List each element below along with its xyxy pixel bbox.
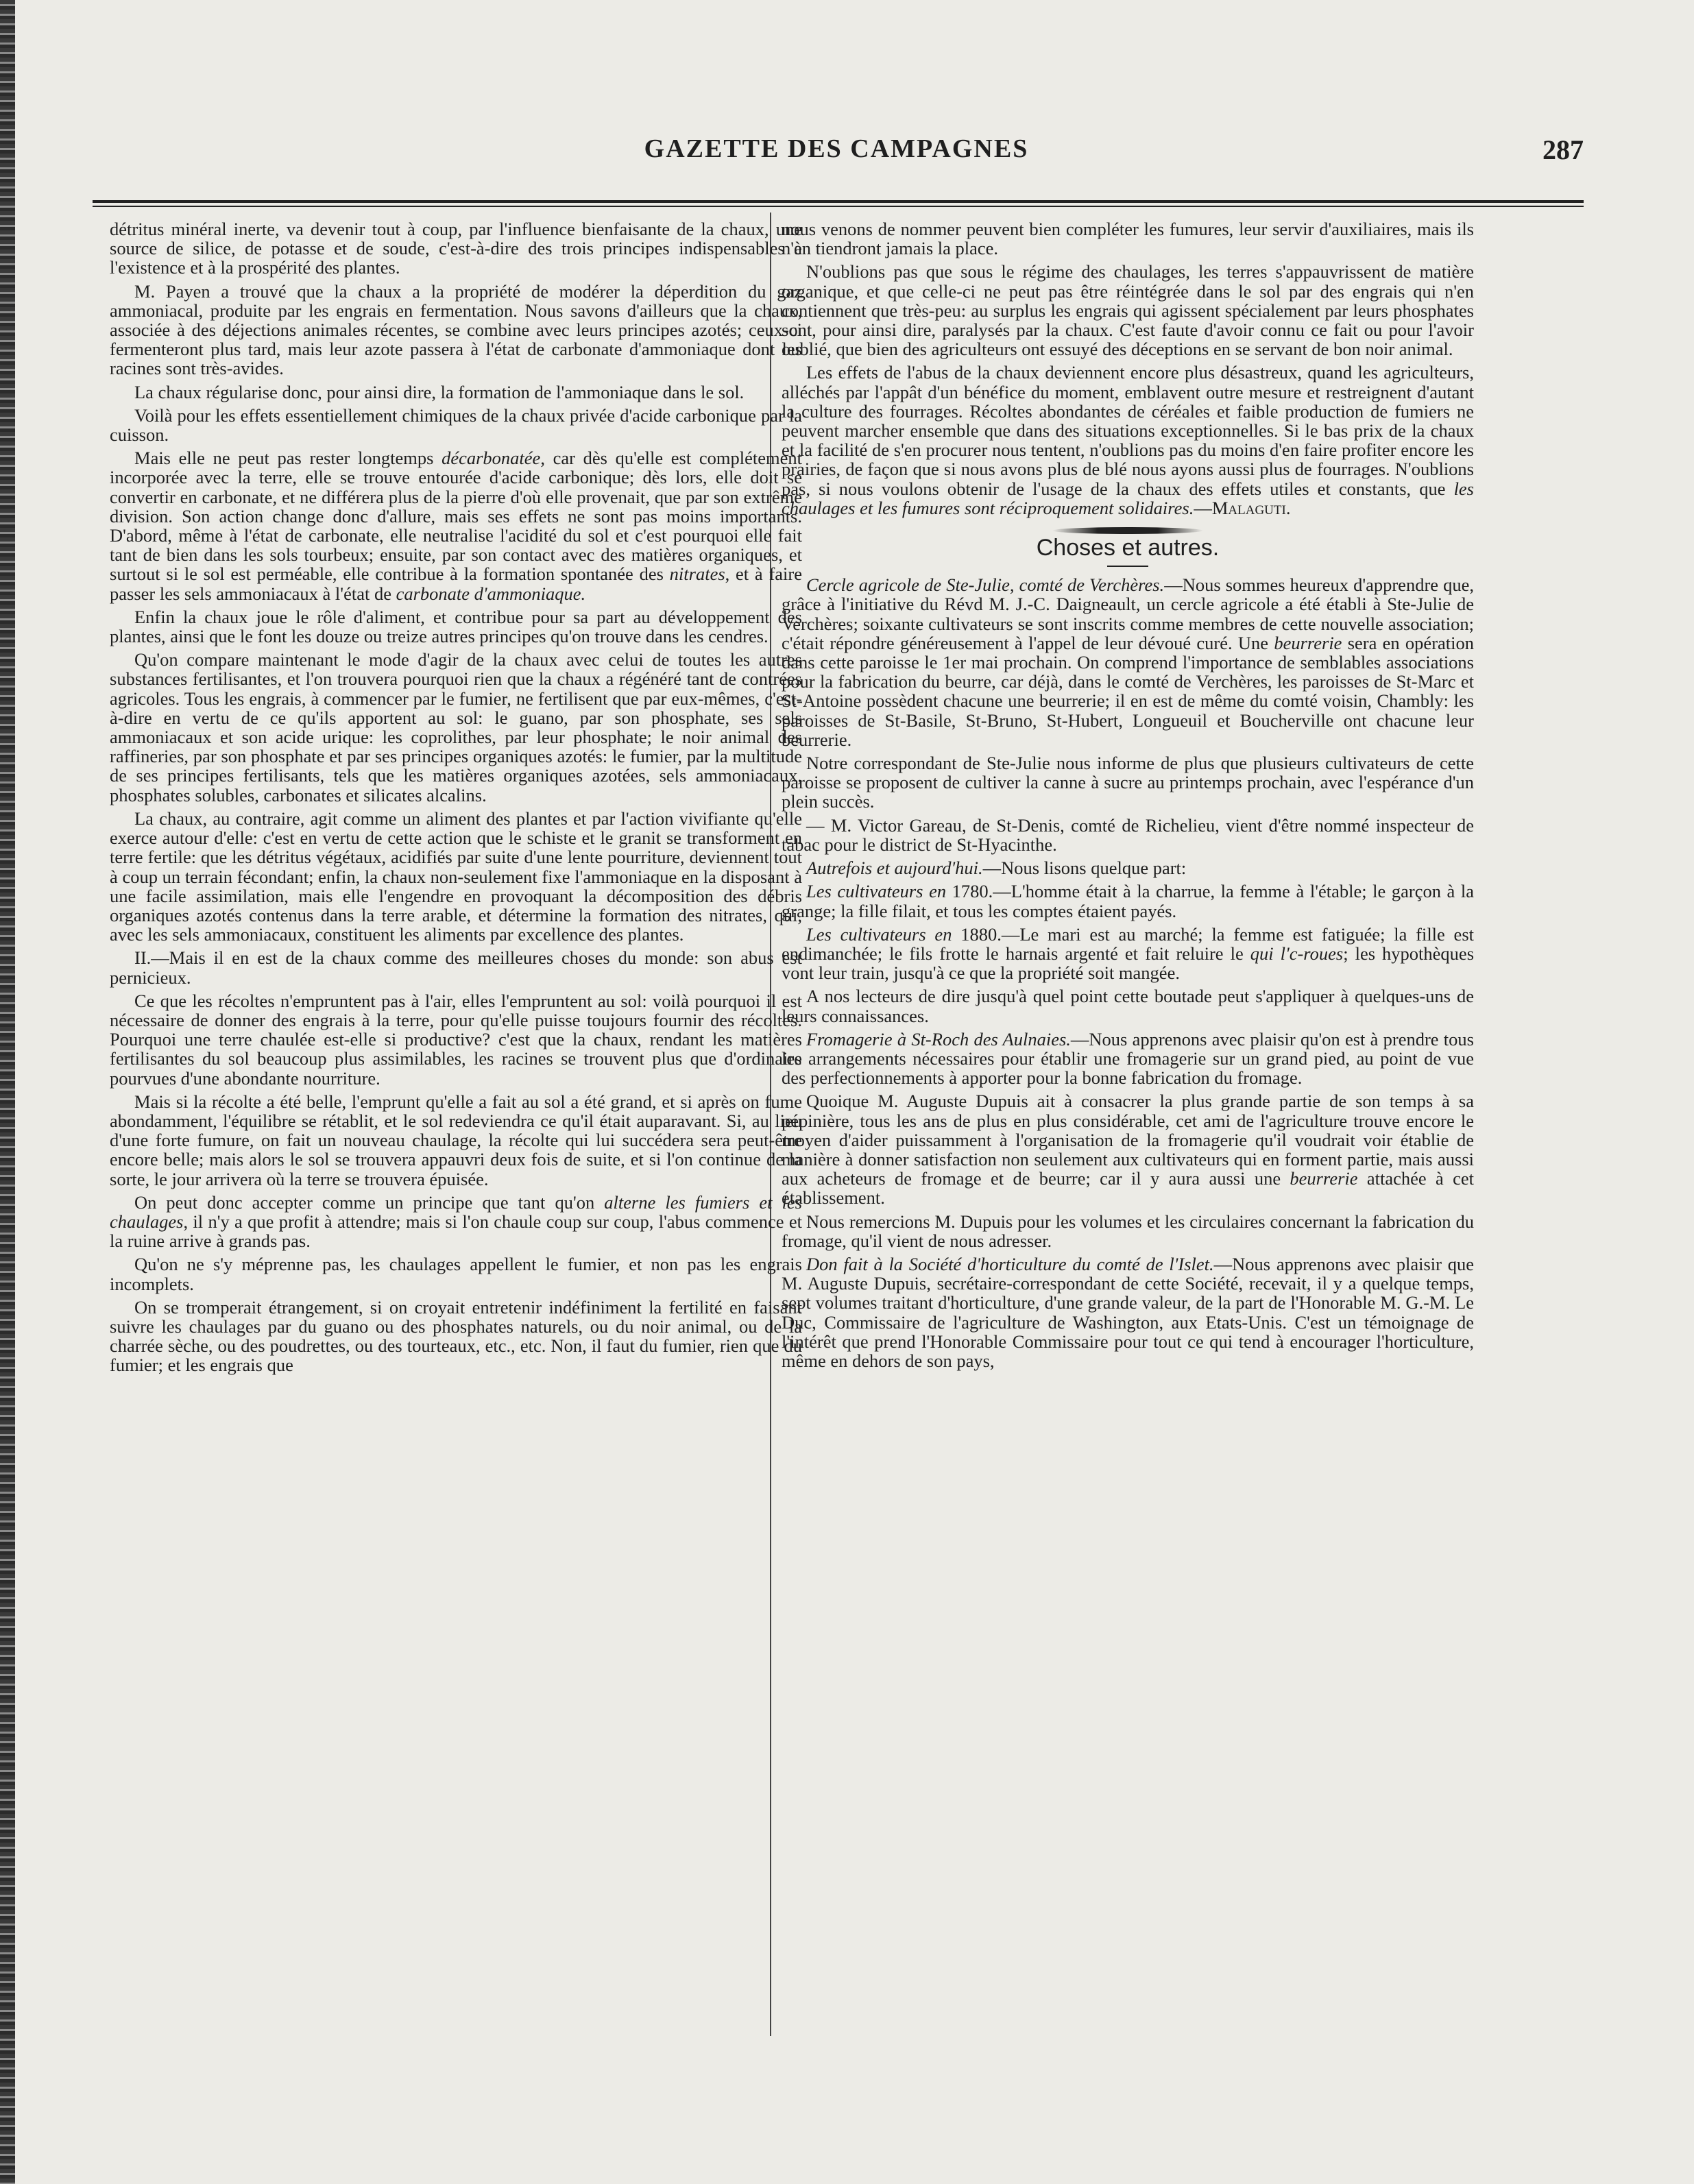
italic-run: décarbonatée: [441, 448, 541, 469]
paragraph: Notre correspondant de Ste-Julie nous informe de plus que plusieurs cultivateurs de cette paroisse se proposent de cultiver la canne à sucre au printemps prochain, avec l'espérance d'un plein succès.: [782, 753, 1474, 812]
text-run: —Nous sommes heureux d'apprendre que, grâce à l'initiative du Révd M. J.-C. Daigneault, un cercle agricole a été établi à Ste-Julie de Verchères; soixante cultivateurs se sont inscrits comme membres de cette nouvelle association; c'était répondre généreusement à l'appel de leur dévoué curé. Une: [782, 574, 1474, 653]
italic-run: Les cultivateurs en: [806, 881, 947, 902]
item-heading: Autrefois et aujourd'hui.: [806, 858, 983, 879]
paragraph: [782, 925, 1474, 983]
text-run: , car dès qu'elle est complétement incorporée avec la terre, elle se trouve entourée d'acide carbonique; dès lors, elle doit se convertir en carbonate, et ne différera plus de la pierre d'où elle provenait, que par son extrême division. Son action change donc d'allure, mais ses effets ne sont pas moins importants. D'abord, même à l'état de carbonate, elle neutralise l'acidité du sol et c'est pourquoi elle fait tant de bien dans les sols tourbeux; ensuite, par son contact avec des matières organiques, et surtout si le sol est perméable, elle contribue à la formation spontanée des: [110, 448, 802, 585]
paragraph: Qu'on ne s'y méprenne pas, les chaulages appellent le fumier, et non pas les engrais incomplets.: [110, 1254, 802, 1294]
text-run: sera en opération dans cette paroisse le 1er mai prochain. On comprend l'importance de semblables associations pour la fabrication du beurre, car déjà, dans le comté de Verchères, les paroisses de St-Marc et St-Antoine possèdent chacune une beurrerie; il en est de même du comté voisin, Chambly: les paroisses de St-Basile, St-Bruno, St-Hubert, Longueuil et Boucherville ont chacune leur beurrerie.: [782, 632, 1475, 750]
page-header: [89, 134, 1584, 175]
text-run: —Nous lisons quelque part:: [982, 858, 1187, 879]
text-run: attachée à cet établissement.: [782, 1168, 1474, 1209]
right-column: [782, 219, 1474, 1374]
section-title: Choses et autres.: [1036, 535, 1220, 561]
italic-run: Les cultivateurs en: [806, 923, 952, 945]
text-run: Les effets de l'abus de la chaux deviennent encore plus désastreux, quand les agriculteurs, alléchés par l'appât d'un bénéfice du moment, emblavent outre mesure et restreignent d'autant la culture des fourrages. Récoltes abondantes de céréales et faible production de fumiers ne peuvent marcher ensemble que dans des situations exceptionnelles. Si le bas prix de la chaux et la facilité de s'en procurer nous tentent, n'oublions pas du moins d'en faire profiter encore les prairies, de façon que si nous avons plus de blé nous ayons aussi plus de fourrages. N'oublions pas, si nous voulons obtenir de l'usage de la chaux des effets utiles et constants, que: [782, 362, 1474, 499]
paragraph: Mais si la récolte a été belle, l'emprunt qu'elle a fait au sol a été grand, et si après on fume abondamment, l'équilibre se rétablit, et le sol redeviendra ce qu'il était auparavant. Si, au lieu d'une forte fumure, on fait un nouveau chaulage, la récolte qui lui succédera sera peut-être encore belle; mais alors le sol se trouvera appauvri deux fois de suite, et si l'on continue de la sorte, le jour arrivera où la terre se trouvera épuisée.: [110, 1091, 802, 1189]
paragraph: [110, 448, 802, 603]
paragraph: On se tromperait étrangement, si on croyait entretenir indéfiniment la fertilité en faisant suivre les chaulages par du guano ou des phosphates naturels, ou du noir animal, ou de la charrée sèche, ou des poudrettes, ou des tourteaux, etc., etc. Non, il faut du fumier, rien que du fumier; et les engrais que: [110, 1296, 802, 1376]
italic-run: beurrerie: [1274, 632, 1342, 653]
paragraph: [782, 1091, 1474, 1207]
text-run: 1880.—Le mari est au marché; la femme est fatiguée; la fille est endimanchée; le fils frotte le harnais argenté et fait reluire le: [782, 923, 1474, 964]
paragraph: N'oublions pas que sous le régime des chaulages, les terres s'appauvrissent de matière organique, et que celle-ci ne peut pas être réintégrée dans le sol par des engrais qui n'en contiennent que très-peu: au surplus les engrais qui agissent spécialement par leurs phosphates sont, pour ainsi dire, paralysés par la chaux. C'est faute d'avoir connu ce fait ou pour l'avoir oublié, que bien des agriculteurs ont essuyé des déceptions en se servant de bon noir animal.: [782, 261, 1474, 360]
text-run: On peut donc accepter comme un principe que tant qu'on: [134, 1191, 605, 1213]
paragraph: Voilà pour les effets essentiellement chimiques de la chaux privée d'acide carbonique par la cuisson.: [110, 404, 802, 446]
section-flourish: [1052, 527, 1203, 534]
text-run: ; les hypothèques vont leur train, jusqu'à ce que la propriété soit mangée.: [782, 943, 1475, 984]
italic-run: nitrates: [669, 563, 725, 585]
news-item: [782, 858, 1474, 877]
item-heading: Fromagerie à St-Roch des Aulnaies.: [806, 1028, 1071, 1049]
text-run: 1780.—L'homme était à la charrue, la femme à l'étable; le garçon à la grange; la fille filait, et tous les comptes étaient payés.: [782, 881, 1475, 921]
news-item: [782, 1254, 1474, 1370]
text-run: Mais elle ne peut pas rester longtemps: [134, 448, 442, 469]
paragraph: Ce que les récoltes n'empruntent pas à l'air, elles l'empruntent au sol: voilà pourquoi il est nécessaire de donner des engrais à la terre, pour qu'elle puisse toujours fournir des récoltes. Pourquoi une terre chaulée est-elle si productive? c'est que la chaux, rendant les matières fertilisantes du sol beaucoup plus assimilables, les racines se trouvent plus que d'ordinaire pourvues d'une abondante nourriture.: [110, 990, 802, 1089]
scan-binding-edge: [0, 0, 15, 2184]
paragraph: [110, 1193, 802, 1251]
page-number: 287: [1542, 134, 1584, 165]
italic-run: beurrerie: [1290, 1168, 1358, 1189]
news-item: — M. Victor Gareau, de St-Denis, comté de Richelieu, vient d'être nommé inspecteur de tabac pour le district de St-Hyacinthe.: [782, 814, 1474, 855]
paragraph: A nos lecteurs de dire jusqu'à quel point cette boutade peut s'appliquer à quelques-uns de leurs connaissances.: [782, 986, 1474, 1026]
paragraph: Qu'on compare maintenant le mode d'agir de la chaux avec celui de toutes les autres substances fertilisantes, et l'on trouvera pourquoi rien que la chaux a régénéré tant de contrées agricoles. Tous les engrais, à commencer par le fumier, ne fertilisent que par eux-mêmes, c'est-à-dire en vertu de ce qu'ils apportent au sol: le guano, par son phosphate, ses sels ammoniacaux et son acide urique: les coprolithes, par leur phosphate; le noir animal des raffineries, par son phosphate et par ses principes organiques azotés: le fumier, par la multitude de ses principes fertilisants, tels que les matières organiques azotées, sels ammoniacaux, phosphates solubles, carbonates et silicates alcalins.: [110, 649, 802, 805]
paragraph: [782, 882, 1474, 920]
paragraph: Nous remercions M. Dupuis pour les volumes et les circulaires concernant la fabrication du fromage, qu'il vient de nous adresser.: [782, 1211, 1474, 1251]
text-run: Quoique M. Auguste Dupuis ait à consacrer la plus grande partie de son temps à sa pépinière, tous les ans de plus en plus considérable, cet ami de l'agriculture trouve encore le moyen d'aider puissamment à l'organisation de la fromagerie qu'il voudrait voir établie de manière à donner satisfaction non seulement aux cultivateurs qui en forment partie, mais aussi aux acheteurs de fromage et de beurre; car il y aura aussi une: [782, 1091, 1474, 1189]
paragraph: Enfin la chaux joue le rôle d'aliment, et contribue pour sa part au développement des plantes, ainsi que le font les douze ou treize autres principes qu'on trouve dans les cendres.: [110, 606, 802, 647]
text-run: —Nous apprenons avec plaisir qu'on est à prendre tous les arrangements nécessaires pour établir une fromagerie sur un grand pied, au point de vue des perfectionnements à apporter pour la bonne fabrication du fromage.: [782, 1028, 1474, 1089]
paragraph: La chaux, au contraire, agit comme un aliment des plantes et par l'action vivifiante qu'elle exerce autour d'elle: c'est en vertu de cette action que le schiste et le granit se transforment en terre fertile: que les détritus végétaux, acidifiés par suite d'une lente pourriture, deviennent tout à coup un terrain fécondant; enfin, la chaux non-seulement fixe l'ammoniaque en la disposant à une facile assimilation, mais elle l'engendre en provoquant la décomposition des débris organiques azotés contenus dans la terre arable, et détermine la formation des nitrates, qui, avec les sels ammoniacaux, constituent les aliments par excellence des plantes.: [110, 808, 802, 945]
running-head: GAZETTE DES CAMPAGNES: [644, 134, 1029, 163]
left-column: [110, 219, 802, 1379]
item-heading: Cercle agricole de Ste-Julie, comté de Verchères.: [806, 574, 1165, 596]
news-item: [782, 1030, 1474, 1088]
header-rule: [93, 200, 1584, 207]
italic-run: alterne les fumiers et les chaulages: [110, 1191, 803, 1232]
section-rule: [1107, 566, 1148, 567]
italic-run: carbonate d'ammoniaque.: [396, 583, 586, 604]
paragraph: II.—Mais il en est de la chaux comme des meilleures choses du monde: son abus est pernicieux.: [110, 947, 802, 988]
paragraph: M. Payen a trouvé que la chaux a la propriété de modérer la déperdition du gaz ammoniacal, produite par les engrais en fermentation. Nous savons d'ailleurs que la chaux, associée à des déjections animales récentes, se combine avec leurs principes azotés; ceux-ci fermenteront plus tard, mais leur azote passera à l'état de carbonate d'ammoniaque dont les racines sont très-avides.: [110, 280, 802, 379]
paragraph: La chaux régularise donc, pour ainsi dire, la formation de l'ammoniaque dans le sol.: [134, 381, 745, 402]
item-heading: Don fait à la Société d'horticulture du comté de l'Islet.: [806, 1253, 1214, 1274]
paragraph: détritus minéral inerte, va devenir tout à coup, par l'influence bienfaisante de la chaux, une source de silice, de potasse et de soude, c'est-à-dire des trois principes indispensables à l'existence et à la prospérité des plantes.: [110, 219, 802, 278]
text-run: , et à faire passer les sels ammoniacaux à l'état de: [110, 563, 802, 604]
paragraph: [782, 363, 1474, 518]
paragraph: nous venons de nommer peuvent bien compléter les fumures, leur servir d'auxiliaires, mais ils n'en tiendront jamais la place.: [782, 219, 1474, 259]
italic-run: les chaulages et les fumures sont réciproquement solidaires.: [782, 478, 1474, 518]
text-run: —Nous apprenons avec plaisir que M. Auguste Dupuis, secrétaire-correspondant de cette Société, recevait, il y a quelque temps, sept volumes traitant d'horticulture, d'une grande valeur, de la part de l'Honorable M. G.-M. Le Duc, Commissaire de l'agriculture de Washington, aux Etats-Unis. C'est un témoignage de l'intérêt que prend l'Honorable Commissaire pour tout ce qui tend à encourager l'horticulture, même en dehors de son pays,: [782, 1253, 1474, 1371]
news-item: [782, 575, 1474, 749]
author-signature: —Malaguti.: [1194, 497, 1291, 518]
italic-run: qui l'c-roues: [1250, 943, 1344, 964]
text-run: , il n'y a que profit à attendre; mais si l'on chaule coup sur coup, l'abus commence et la ruine arrive à grands pas.: [110, 1211, 802, 1252]
